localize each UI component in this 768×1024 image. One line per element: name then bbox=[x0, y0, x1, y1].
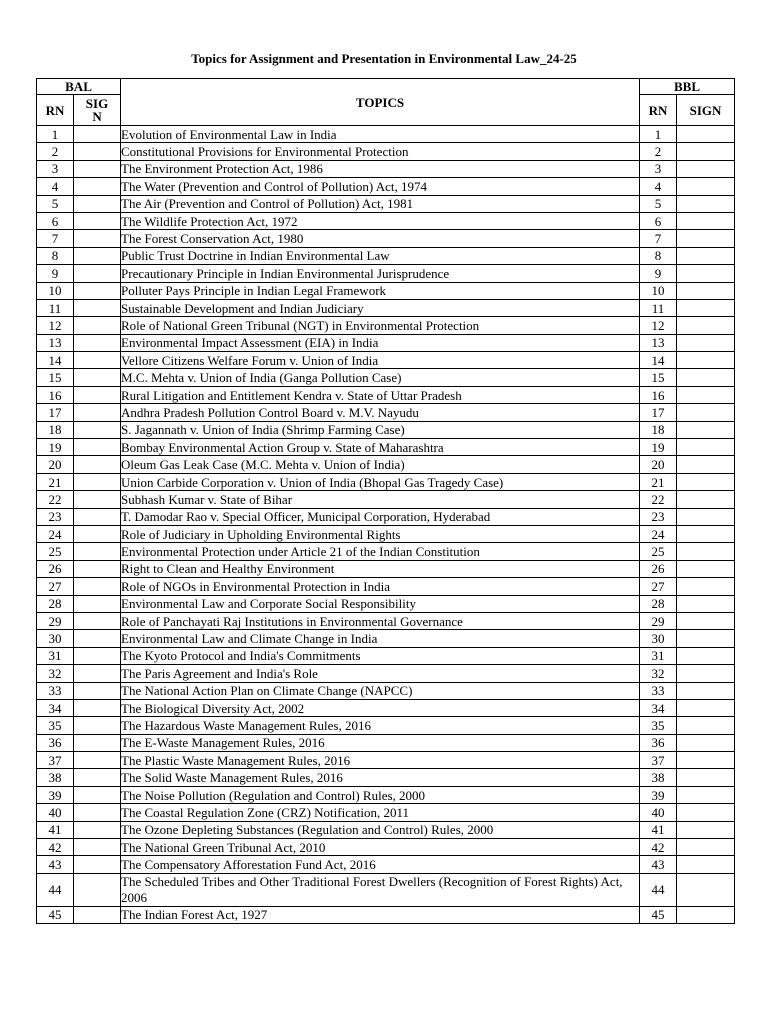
rn-right-cell: 42 bbox=[640, 839, 677, 856]
sign-right-cell[interactable] bbox=[677, 734, 735, 751]
sign-right-cell[interactable] bbox=[677, 682, 735, 699]
topic-cell: Vellore Citizens Welfare Forum v. Union of India bbox=[121, 352, 640, 369]
sign-right-cell[interactable] bbox=[677, 439, 735, 456]
rn-right-cell: 36 bbox=[640, 734, 677, 751]
topic-cell: The National Green Tribunal Act, 2010 bbox=[121, 839, 640, 856]
sign-left-cell[interactable] bbox=[74, 508, 121, 525]
rn-right-header: RN bbox=[640, 95, 677, 126]
sign-right-cell[interactable] bbox=[677, 647, 735, 664]
rn-right-cell: 44 bbox=[640, 873, 677, 906]
rn-left-cell: 28 bbox=[37, 595, 74, 612]
rn-right-cell: 14 bbox=[640, 352, 677, 369]
sign-left-cell[interactable] bbox=[74, 560, 121, 577]
sign-right-cell[interactable] bbox=[677, 491, 735, 508]
table-row bbox=[37, 491, 735, 508]
sign-left-cell[interactable] bbox=[74, 543, 121, 560]
sign-left-cell[interactable] bbox=[74, 682, 121, 699]
rn-right-cell: 35 bbox=[640, 717, 677, 734]
topic-cell: S. Jagannath v. Union of India (Shrimp Farming Case) bbox=[121, 421, 640, 438]
rn-left-cell: 43 bbox=[37, 856, 74, 873]
sign-left-cell[interactable] bbox=[74, 821, 121, 838]
rn-right-cell: 10 bbox=[640, 282, 677, 299]
topics-header: TOPICS bbox=[121, 79, 640, 126]
topic-cell: The Solid Waste Management Rules, 2016 bbox=[121, 769, 640, 786]
rn-left-cell: 41 bbox=[37, 821, 74, 838]
table-row bbox=[37, 195, 735, 212]
table-row bbox=[37, 906, 735, 923]
rn-left-cell: 6 bbox=[37, 212, 74, 229]
rn-right-cell: 40 bbox=[640, 804, 677, 821]
table-row bbox=[37, 525, 735, 542]
rn-left-cell: 15 bbox=[37, 369, 74, 386]
rn-left-cell: 31 bbox=[37, 647, 74, 664]
rn-left-cell: 45 bbox=[37, 906, 74, 923]
sign-right-cell[interactable] bbox=[677, 665, 735, 682]
rn-left-cell: 40 bbox=[37, 804, 74, 821]
sign-left-cell[interactable] bbox=[74, 612, 121, 629]
sign-right-cell[interactable] bbox=[677, 699, 735, 716]
topic-cell: Environmental Impact Assessment (EIA) in India bbox=[121, 334, 640, 351]
bal-header: BAL bbox=[37, 79, 121, 95]
topic-cell: The Compensatory Afforestation Fund Act, 2016 bbox=[121, 856, 640, 873]
sign-right-cell[interactable] bbox=[677, 230, 735, 247]
rn-right-cell: 2 bbox=[640, 143, 677, 160]
sign-left-header bbox=[74, 95, 121, 126]
table-row bbox=[37, 560, 735, 577]
topic-cell: The Biological Diversity Act, 2002 bbox=[121, 699, 640, 716]
sign-left-cell[interactable] bbox=[74, 491, 121, 508]
rn-right-cell: 38 bbox=[640, 769, 677, 786]
topic-cell: Rural Litigation and Entitlement Kendra v. State of Uttar Pradesh bbox=[121, 386, 640, 403]
topic-cell: The Forest Conservation Act, 1980 bbox=[121, 230, 640, 247]
topic-cell: The Hazardous Waste Management Rules, 2016 bbox=[121, 717, 640, 734]
sign-right-cell[interactable] bbox=[677, 386, 735, 403]
rn-right-cell: 20 bbox=[640, 456, 677, 473]
table-body bbox=[37, 126, 735, 924]
sign-right-cell[interactable] bbox=[677, 247, 735, 264]
rn-right-cell: 37 bbox=[640, 752, 677, 769]
rn-right-cell: 3 bbox=[640, 160, 677, 177]
rn-left-cell: 38 bbox=[37, 769, 74, 786]
rn-left-cell: 27 bbox=[37, 578, 74, 595]
sign-left-cell[interactable] bbox=[74, 352, 121, 369]
sign-left-cell[interactable] bbox=[74, 299, 121, 316]
rn-right-cell: 28 bbox=[640, 595, 677, 612]
topic-cell: Bombay Environmental Action Group v. State of Maharashtra bbox=[121, 439, 640, 456]
rn-left-cell: 32 bbox=[37, 665, 74, 682]
sign-left-cell[interactable] bbox=[74, 699, 121, 716]
rn-left-cell: 22 bbox=[37, 491, 74, 508]
rn-right-cell: 33 bbox=[640, 682, 677, 699]
table-row bbox=[37, 804, 735, 821]
rn-left-cell: 36 bbox=[37, 734, 74, 751]
sign-right-cell[interactable] bbox=[677, 752, 735, 769]
sign-left-cell[interactable] bbox=[74, 404, 121, 421]
topic-cell: Role of NGOs in Environmental Protection in India bbox=[121, 578, 640, 595]
rn-left-cell: 9 bbox=[37, 265, 74, 282]
rn-right-cell: 21 bbox=[640, 473, 677, 490]
topic-cell: Role of Panchayati Raj Institutions in Environmental Governance bbox=[121, 612, 640, 629]
rn-left-cell: 35 bbox=[37, 717, 74, 734]
topic-cell: The Water (Prevention and Control of Pollution) Act, 1974 bbox=[121, 178, 640, 195]
topic-cell: The Wildlife Protection Act, 1972 bbox=[121, 212, 640, 229]
topic-cell: Polluter Pays Principle in Indian Legal Framework bbox=[121, 282, 640, 299]
topic-cell: Public Trust Doctrine in Indian Environmental Law bbox=[121, 247, 640, 264]
sign-right-cell[interactable] bbox=[677, 717, 735, 734]
table-row bbox=[37, 543, 735, 560]
rn-right-cell: 18 bbox=[640, 421, 677, 438]
rn-left-cell: 19 bbox=[37, 439, 74, 456]
table-row bbox=[37, 126, 735, 143]
rn-left-cell: 8 bbox=[37, 247, 74, 264]
sign-left-label: SIG N bbox=[85, 96, 109, 124]
sign-left-cell[interactable] bbox=[74, 595, 121, 612]
rn-left-cell: 11 bbox=[37, 299, 74, 316]
table-row bbox=[37, 682, 735, 699]
table-row bbox=[37, 839, 735, 856]
topic-cell: Role of National Green Tribunal (NGT) in Environmental Protection bbox=[121, 317, 640, 334]
sign-right-cell[interactable] bbox=[677, 839, 735, 856]
sign-left-cell[interactable] bbox=[74, 856, 121, 873]
topic-cell: The Ozone Depleting Substances (Regulation and Control) Rules, 2000 bbox=[121, 821, 640, 838]
sign-left-cell[interactable] bbox=[74, 317, 121, 334]
rn-left-cell: 21 bbox=[37, 473, 74, 490]
sign-right-cell[interactable] bbox=[677, 456, 735, 473]
topic-cell: The Kyoto Protocol and India's Commitments bbox=[121, 647, 640, 664]
sign-left-cell[interactable] bbox=[74, 178, 121, 195]
rn-right-cell: 24 bbox=[640, 525, 677, 542]
table-row bbox=[37, 143, 735, 160]
rn-right-cell: 30 bbox=[640, 630, 677, 647]
rn-left-cell: 23 bbox=[37, 508, 74, 525]
sign-right-cell[interactable] bbox=[677, 352, 735, 369]
sign-right-cell[interactable] bbox=[677, 299, 735, 316]
rn-right-cell: 29 bbox=[640, 612, 677, 629]
rn-right-cell: 4 bbox=[640, 178, 677, 195]
table-row bbox=[37, 352, 735, 369]
sign-left-cell[interactable] bbox=[74, 421, 121, 438]
rn-left-cell: 25 bbox=[37, 543, 74, 560]
topic-cell: M.C. Mehta v. Union of India (Ganga Pollution Case) bbox=[121, 369, 640, 386]
topic-cell: The Paris Agreement and India's Role bbox=[121, 665, 640, 682]
sign-left-cell[interactable] bbox=[74, 630, 121, 647]
rn-right-cell: 1 bbox=[640, 126, 677, 143]
sign-left-cell[interactable] bbox=[74, 873, 121, 906]
rn-left-cell: 3 bbox=[37, 160, 74, 177]
sign-left-cell[interactable] bbox=[74, 265, 121, 282]
sign-right-cell[interactable] bbox=[677, 369, 735, 386]
topic-cell: Environmental Protection under Article 21 of the Indian Constitution bbox=[121, 543, 640, 560]
sign-right-cell[interactable] bbox=[677, 126, 735, 143]
table-row bbox=[37, 786, 735, 803]
rn-left-cell: 7 bbox=[37, 230, 74, 247]
bbl-header: BBL bbox=[640, 79, 735, 95]
sign-left-cell[interactable] bbox=[74, 786, 121, 803]
rn-left-cell: 13 bbox=[37, 334, 74, 351]
sign-right-cell[interactable] bbox=[677, 212, 735, 229]
sign-left-cell[interactable] bbox=[74, 160, 121, 177]
rn-left-header: RN bbox=[37, 95, 74, 126]
rn-right-cell: 23 bbox=[640, 508, 677, 525]
table-row bbox=[37, 404, 735, 421]
rn-right-cell: 19 bbox=[640, 439, 677, 456]
topic-cell: Andhra Pradesh Pollution Control Board v. M.V. Nayudu bbox=[121, 404, 640, 421]
rn-right-cell: 26 bbox=[640, 560, 677, 577]
topic-cell: The Noise Pollution (Regulation and Control) Rules, 2000 bbox=[121, 786, 640, 803]
rn-right-cell: 39 bbox=[640, 786, 677, 803]
rn-left-cell: 17 bbox=[37, 404, 74, 421]
sign-right-cell[interactable] bbox=[677, 804, 735, 821]
sign-right-cell[interactable] bbox=[677, 906, 735, 923]
rn-left-cell: 10 bbox=[37, 282, 74, 299]
topic-cell: The National Action Plan on Climate Change (NAPCC) bbox=[121, 682, 640, 699]
rn-left-cell: 29 bbox=[37, 612, 74, 629]
sign-left-cell[interactable] bbox=[74, 752, 121, 769]
sign-left-cell[interactable] bbox=[74, 717, 121, 734]
sign-right-cell[interactable] bbox=[677, 525, 735, 542]
rn-left-cell: 33 bbox=[37, 682, 74, 699]
sign-right-cell[interactable] bbox=[677, 473, 735, 490]
sign-left-cell[interactable] bbox=[74, 665, 121, 682]
table-row bbox=[37, 212, 735, 229]
rn-left-cell: 26 bbox=[37, 560, 74, 577]
topic-cell: The Environment Protection Act, 1986 bbox=[121, 160, 640, 177]
topic-cell: Oleum Gas Leak Case (M.C. Mehta v. Union of India) bbox=[121, 456, 640, 473]
table-row bbox=[37, 230, 735, 247]
table-row bbox=[37, 734, 735, 751]
sign-right-cell[interactable] bbox=[677, 856, 735, 873]
table-row bbox=[37, 665, 735, 682]
table-row bbox=[37, 334, 735, 351]
topic-cell: Environmental Law and Corporate Social Responsibility bbox=[121, 595, 640, 612]
table-row bbox=[37, 160, 735, 177]
topic-cell: The Air (Prevention and Control of Pollution) Act, 1981 bbox=[121, 195, 640, 212]
sign-right-cell[interactable] bbox=[677, 578, 735, 595]
sign-left-cell[interactable] bbox=[74, 439, 121, 456]
sign-left-cell[interactable] bbox=[74, 578, 121, 595]
table-row bbox=[37, 439, 735, 456]
table-row bbox=[37, 421, 735, 438]
sign-right-cell[interactable] bbox=[677, 265, 735, 282]
table-row bbox=[37, 821, 735, 838]
rn-right-cell: 15 bbox=[640, 369, 677, 386]
sign-left-cell[interactable] bbox=[74, 906, 121, 923]
sign-right-cell[interactable] bbox=[677, 195, 735, 212]
rn-right-cell: 16 bbox=[640, 386, 677, 403]
sign-left-cell[interactable] bbox=[74, 839, 121, 856]
sign-left-cell[interactable] bbox=[74, 282, 121, 299]
page-title: Topics for Assignment and Presentation in Environmental Law_24-25 bbox=[191, 51, 577, 66]
table-row bbox=[37, 873, 735, 906]
topic-cell: T. Damodar Rao v. Special Officer, Municipal Corporation, Hyderabad bbox=[121, 508, 640, 525]
table-row bbox=[37, 473, 735, 490]
rn-right-cell: 7 bbox=[640, 230, 677, 247]
sign-left-cell[interactable] bbox=[74, 369, 121, 386]
table-row bbox=[37, 508, 735, 525]
topic-cell: Sustainable Development and Indian Judiciary bbox=[121, 299, 640, 316]
rn-left-cell: 4 bbox=[37, 178, 74, 195]
rn-right-cell: 5 bbox=[640, 195, 677, 212]
sign-right-cell[interactable] bbox=[677, 769, 735, 786]
table-row bbox=[37, 178, 735, 195]
sign-right-cell[interactable] bbox=[677, 508, 735, 525]
rn-right-cell: 17 bbox=[640, 404, 677, 421]
topic-cell: The Indian Forest Act, 1927 bbox=[121, 906, 640, 923]
sign-left-cell[interactable] bbox=[74, 230, 121, 247]
table-row bbox=[37, 699, 735, 716]
table-row bbox=[37, 456, 735, 473]
sign-right-cell[interactable] bbox=[677, 821, 735, 838]
rn-left-cell: 39 bbox=[37, 786, 74, 803]
sign-left-cell[interactable] bbox=[74, 143, 121, 160]
rn-left-cell: 2 bbox=[37, 143, 74, 160]
topic-cell: The E-Waste Management Rules, 2016 bbox=[121, 734, 640, 751]
topic-cell: Right to Clean and Healthy Environment bbox=[121, 560, 640, 577]
rn-left-cell: 34 bbox=[37, 699, 74, 716]
rn-right-cell: 41 bbox=[640, 821, 677, 838]
sign-right-cell[interactable] bbox=[677, 143, 735, 160]
topic-cell: Constitutional Provisions for Environmental Protection bbox=[121, 143, 640, 160]
table-row bbox=[37, 647, 735, 664]
rn-right-cell: 6 bbox=[640, 212, 677, 229]
topic-cell: The Plastic Waste Management Rules, 2016 bbox=[121, 752, 640, 769]
rn-left-cell: 44 bbox=[37, 873, 74, 906]
sign-right-cell[interactable] bbox=[677, 317, 735, 334]
rn-left-cell: 1 bbox=[37, 126, 74, 143]
table-row bbox=[37, 856, 735, 873]
topic-cell: Precautionary Principle in Indian Environmental Jurisprudence bbox=[121, 265, 640, 282]
rn-left-cell: 12 bbox=[37, 317, 74, 334]
header-row-groups bbox=[37, 79, 735, 95]
sign-right-cell[interactable] bbox=[677, 786, 735, 803]
topic-cell: The Scheduled Tribes and Other Traditional Forest Dwellers (Recognition of Forest Rights) Act, 2006 bbox=[121, 873, 640, 906]
rn-right-cell: 34 bbox=[640, 699, 677, 716]
sign-left-cell[interactable] bbox=[74, 126, 121, 143]
table-row bbox=[37, 386, 735, 403]
sign-right-cell[interactable] bbox=[677, 334, 735, 351]
table-row bbox=[37, 299, 735, 316]
rn-right-cell: 9 bbox=[640, 265, 677, 282]
sign-left-cell[interactable] bbox=[74, 769, 121, 786]
table-row bbox=[37, 265, 735, 282]
sign-right-cell[interactable] bbox=[677, 404, 735, 421]
table-row bbox=[37, 317, 735, 334]
sign-left-cell[interactable] bbox=[74, 456, 121, 473]
table-row bbox=[37, 717, 735, 734]
sign-left-cell[interactable] bbox=[74, 334, 121, 351]
rn-right-cell: 8 bbox=[640, 247, 677, 264]
rn-left-cell: 42 bbox=[37, 839, 74, 856]
rn-right-cell: 25 bbox=[640, 543, 677, 560]
table-row bbox=[37, 247, 735, 264]
sign-right-cell[interactable] bbox=[677, 178, 735, 195]
sign-right-cell[interactable] bbox=[677, 421, 735, 438]
sign-right-cell[interactable] bbox=[677, 543, 735, 560]
sign-left-cell[interactable] bbox=[74, 525, 121, 542]
sign-left-cell[interactable] bbox=[74, 473, 121, 490]
rn-left-cell: 14 bbox=[37, 352, 74, 369]
sign-left-cell[interactable] bbox=[74, 212, 121, 229]
table-row bbox=[37, 282, 735, 299]
sign-right-cell[interactable] bbox=[677, 560, 735, 577]
sign-right-header: SIGN bbox=[677, 95, 735, 126]
rn-right-cell: 27 bbox=[640, 578, 677, 595]
rn-left-cell: 18 bbox=[37, 421, 74, 438]
sign-right-cell[interactable] bbox=[677, 612, 735, 629]
topic-cell: Subhash Kumar v. State of Bihar bbox=[121, 491, 640, 508]
sign-right-cell[interactable] bbox=[677, 160, 735, 177]
rn-left-cell: 24 bbox=[37, 525, 74, 542]
sign-left-cell[interactable] bbox=[74, 195, 121, 212]
sign-right-cell[interactable] bbox=[677, 282, 735, 299]
rn-right-cell: 43 bbox=[640, 856, 677, 873]
sign-left-cell[interactable] bbox=[74, 386, 121, 403]
sign-right-cell[interactable] bbox=[677, 595, 735, 612]
topic-cell: Union Carbide Corporation v. Union of India (Bhopal Gas Tragedy Case) bbox=[121, 473, 640, 490]
rn-right-cell: 45 bbox=[640, 906, 677, 923]
topic-cell: The Coastal Regulation Zone (CRZ) Notification, 2011 bbox=[121, 804, 640, 821]
topic-cell: Environmental Law and Climate Change in India bbox=[121, 630, 640, 647]
table-row bbox=[37, 630, 735, 647]
rn-left-cell: 5 bbox=[37, 195, 74, 212]
sign-right-cell[interactable] bbox=[677, 630, 735, 647]
table-row bbox=[37, 595, 735, 612]
topic-cell: Evolution of Environmental Law in India bbox=[121, 126, 640, 143]
table-row bbox=[37, 369, 735, 386]
rn-left-cell: 30 bbox=[37, 630, 74, 647]
rn-right-cell: 11 bbox=[640, 299, 677, 316]
topics-table bbox=[36, 78, 735, 924]
rn-left-cell: 37 bbox=[37, 752, 74, 769]
rn-right-cell: 13 bbox=[640, 334, 677, 351]
sign-left-cell[interactable] bbox=[74, 734, 121, 751]
sign-left-cell[interactable] bbox=[74, 247, 121, 264]
rn-right-cell: 31 bbox=[640, 647, 677, 664]
rn-left-cell: 20 bbox=[37, 456, 74, 473]
rn-right-cell: 12 bbox=[640, 317, 677, 334]
rn-right-cell: 32 bbox=[640, 665, 677, 682]
rn-left-cell: 16 bbox=[37, 386, 74, 403]
table-row bbox=[37, 752, 735, 769]
sign-left-cell[interactable] bbox=[74, 647, 121, 664]
table-row bbox=[37, 578, 735, 595]
table-row bbox=[37, 612, 735, 629]
table-row bbox=[37, 769, 735, 786]
sign-left-cell[interactable] bbox=[74, 804, 121, 821]
rn-right-cell: 22 bbox=[640, 491, 677, 508]
topic-cell: Role of Judiciary in Upholding Environmental Rights bbox=[121, 525, 640, 542]
sign-right-cell[interactable] bbox=[677, 873, 735, 906]
